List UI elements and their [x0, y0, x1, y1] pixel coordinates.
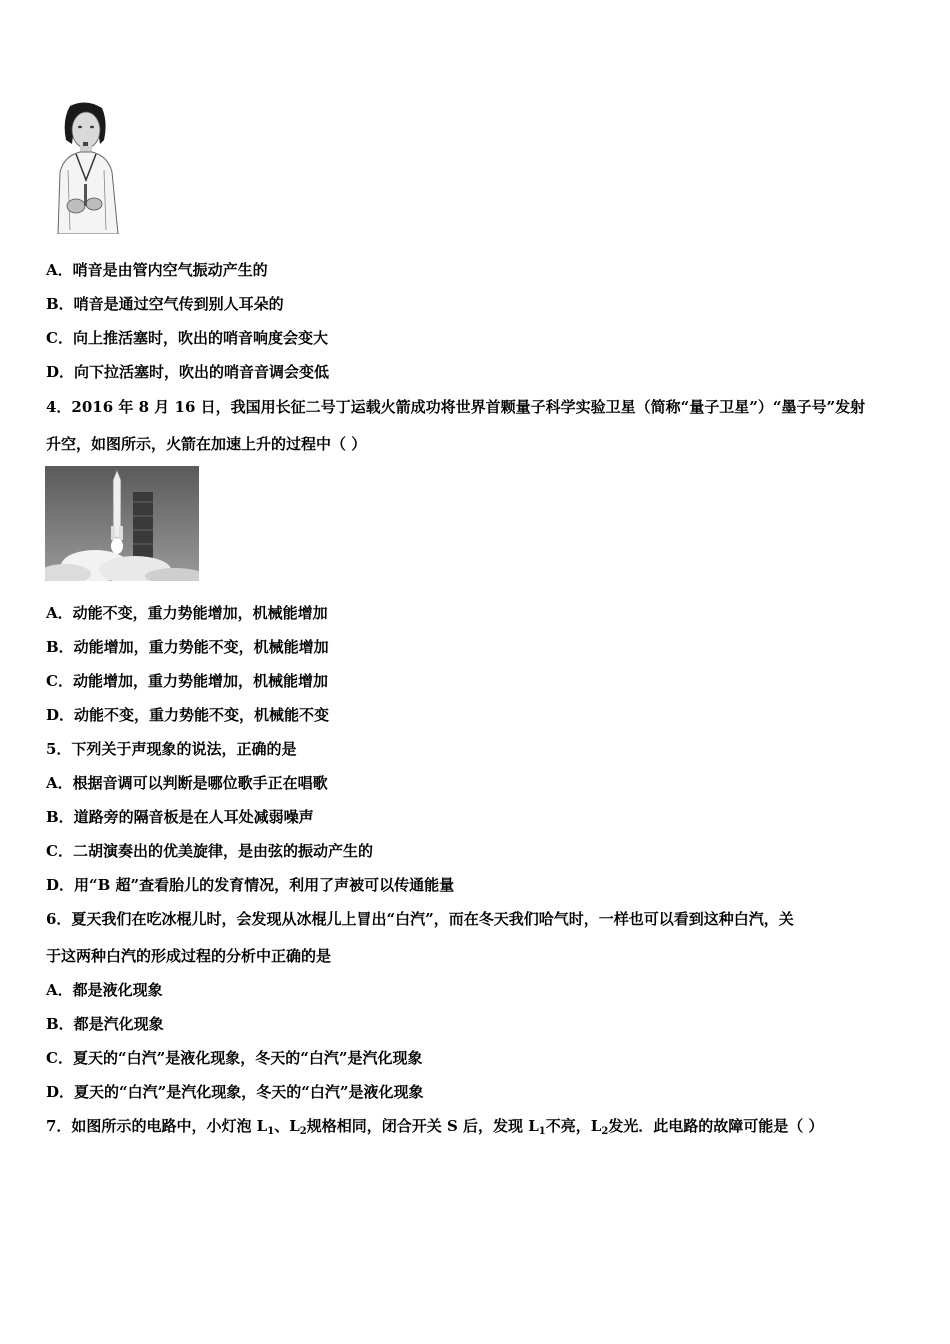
q4-option-b: B．动能增加，重力势能不变，机械能增加 — [46, 638, 329, 656]
girl-whistle-illustration — [46, 100, 128, 234]
q6-option-b: B．都是汽化现象 — [46, 1015, 164, 1033]
q7-stem — [46, 1116, 824, 1136]
q7-sub-2: 2 — [299, 1126, 307, 1137]
q3-option-a: A．哨音是由管内空气振动产生的 — [46, 261, 268, 279]
q4-option-a: A．动能不变，重力势能增加，机械能增加 — [46, 604, 328, 622]
q7-sub-1: 1 — [267, 1126, 275, 1137]
q4-stem-line1: 4．2016 年 8 月 16 日，我国用长征二号丁运载火箭成功将世界首颗量子科学实验卫星（简称“量子卫星”）“墨子号”发射 — [46, 398, 866, 416]
q4-option-c: C．动能增加，重力势能增加，机械能增加 — [46, 672, 328, 690]
q3-option-b: B．哨音是通过空气传到别人耳朵的 — [46, 295, 284, 313]
q5-option-b: B．道路旁的隔音板是在人耳处减弱噪声 — [46, 808, 314, 826]
q3-option-d: D．向下拉活塞时，吹出的哨音音调会变低 — [46, 363, 330, 381]
q7-text-5: 发光．此电路的故障可能是（ ） — [608, 1117, 824, 1135]
rocket-launch-illustration — [45, 466, 199, 581]
q7-text-1: 7．如图所示的电路中，小灯泡 L — [46, 1117, 268, 1135]
q4-option-d: D．动能不变，重力势能不变，机械能不变 — [46, 706, 330, 724]
q7-sub-3: 1 — [538, 1126, 546, 1137]
q5-option-d: D．用“B 超”查看胎儿的发育情况，利用了声被可以传通能量 — [46, 876, 455, 894]
q7-text-4: 不亮，L — [545, 1117, 602, 1135]
q5-stem: 5．下列关于声现象的说法，正确的是 — [46, 740, 297, 758]
q5-option-a: A．根据音调可以判断是哪位歌手正在唱歌 — [46, 774, 328, 792]
girl-whistle-figure — [46, 100, 128, 234]
q6-option-a: A．都是液化现象 — [46, 981, 163, 999]
q3-option-c: C．向上推活塞时，吹出的哨音响度会变大 — [46, 329, 328, 347]
q7-text-3: 规格相同，闭合开关 S 后，发现 L — [306, 1117, 539, 1135]
q6-stem-line1: 6．夏天我们在吃冰棍儿时，会发现从冰棍儿上冒出“白汽”，而在冬天我们哈气时，一样也可以看到这种白汽，关 — [46, 910, 794, 928]
q6-stem-line2: 于这两种白汽的形成过程的分析中正确的是 — [46, 947, 332, 965]
q7-sub-4: 2 — [601, 1126, 609, 1137]
q7-text-2: 、L — [274, 1117, 300, 1135]
q4-stem-line2: 升空，如图所示，火箭在加速上升的过程中（ ） — [46, 435, 367, 453]
q6-option-c: C．夏天的“白汽”是液化现象，冬天的“白汽”是汽化现象 — [46, 1049, 423, 1067]
rocket-launch-figure — [45, 466, 199, 581]
q6-option-d: D．夏天的“白汽”是汽化现象，冬天的“白汽”是液化现象 — [46, 1083, 424, 1101]
q5-option-c: C．二胡演奏出的优美旋律，是由弦的振动产生的 — [46, 842, 373, 860]
